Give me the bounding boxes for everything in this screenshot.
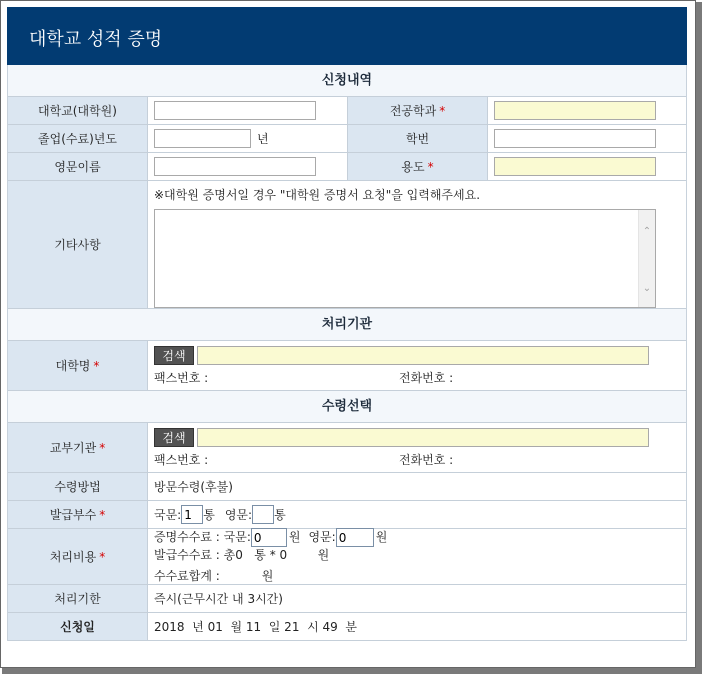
scroll-up-icon[interactable]: ⌃	[642, 226, 652, 237]
grad-year-unit: 년	[257, 132, 269, 146]
univ-phone-label: 전화번호 :	[399, 370, 454, 385]
grad-year-cell	[148, 125, 347, 152]
row-english-name	[8, 153, 686, 181]
section-receipt-header: 수령선택	[8, 391, 686, 423]
required-mark: *	[439, 103, 446, 118]
univ-search-button[interactable]: 검색	[154, 346, 194, 365]
row-copies	[8, 501, 686, 529]
copies-english-input[interactable]	[252, 505, 274, 524]
issuer-input[interactable]	[197, 428, 649, 447]
cost-cell	[148, 529, 686, 584]
univ-name-input[interactable]	[197, 346, 649, 365]
cost-label: 처리비용 *	[8, 529, 148, 584]
issuer-contact-line	[154, 451, 453, 468]
grad-year-label: 졸업(수료)년도	[8, 125, 148, 152]
univ-name-label: 대학명 *	[8, 341, 148, 390]
issue-fee-line: 발급수수료 : 총0 통 * 0 원	[154, 548, 330, 562]
method-value: 방문수령(후불)	[148, 473, 686, 500]
cert-fee-line	[154, 528, 387, 547]
cert-fee-english-unit: 원	[375, 530, 388, 544]
student-id-cell	[488, 125, 686, 152]
university-cell	[148, 97, 347, 124]
cert-fee-korean-input[interactable]	[251, 528, 287, 547]
copies-label: 발급부수 *	[8, 501, 148, 528]
copies-english-label: 영문:	[224, 508, 253, 522]
textarea-scrollbar[interactable]	[638, 210, 655, 307]
scroll-down-icon[interactable]: ⌄	[642, 283, 652, 294]
section-processing-header: 처리기관	[8, 309, 686, 341]
apply-date-value: 2018 년 01 월 11 일 21 시 49 분	[148, 613, 686, 640]
section-application-header: 신청내역	[8, 65, 686, 97]
cert-fee-label: 증명수수료 : 국문:	[154, 530, 251, 544]
issuer-label: 교부기관 *	[8, 423, 148, 472]
univ-name-cell	[148, 341, 686, 390]
required-mark: *	[99, 549, 106, 564]
copies-cell	[148, 501, 686, 528]
english-name-label: 영문이름	[8, 153, 148, 180]
issuer-cell	[148, 423, 686, 472]
copies-korean-unit: 통	[203, 508, 215, 522]
department-label: 전공학과 *	[347, 97, 488, 124]
row-apply-date	[8, 613, 686, 641]
english-name-cell	[148, 153, 347, 180]
university-label: 대학교(대학원)	[8, 97, 148, 124]
copies-korean-label: 국문:	[154, 508, 182, 522]
copies-korean-input[interactable]	[181, 505, 203, 524]
issuer-fax-label: 팩스번호 :	[154, 452, 209, 467]
required-mark: *	[93, 358, 100, 373]
required-mark: *	[427, 159, 434, 174]
page-title: 대학교 성적 증명	[7, 7, 687, 65]
row-remarks	[8, 181, 686, 309]
student-id-input[interactable]	[494, 129, 656, 148]
required-mark: *	[99, 507, 106, 522]
row-university	[8, 97, 686, 125]
purpose-input[interactable]	[494, 157, 656, 176]
row-deadline	[8, 585, 686, 613]
row-cost	[8, 529, 686, 585]
total-fee-line: 수수료합계 : 원	[154, 569, 274, 583]
student-id-label: 학번	[347, 125, 488, 152]
method-label: 수령방법	[8, 473, 148, 500]
univ-fax-label: 팩스번호 :	[154, 370, 209, 385]
required-mark: *	[99, 440, 106, 455]
row-method	[8, 473, 686, 501]
cert-fee-english-input[interactable]	[336, 528, 374, 547]
remarks-cell	[148, 181, 686, 308]
university-input[interactable]	[154, 101, 316, 120]
row-grad-year	[8, 125, 686, 153]
department-cell	[488, 97, 686, 124]
issuer-search-button[interactable]: 검색	[154, 428, 194, 447]
remarks-note: ※대학원 증명서일 경우 "대학원 증명서 요청"을 입력해주세요.	[154, 188, 481, 202]
copies-english-unit: 통	[274, 508, 286, 522]
cert-fee-english-label: 영문:	[308, 530, 336, 544]
row-univ-name	[8, 341, 686, 391]
row-issuer	[8, 423, 686, 473]
application-form	[7, 65, 687, 641]
univ-contact-line	[154, 369, 453, 386]
deadline-label: 처리기한	[8, 585, 148, 612]
remarks-label: 기타사항	[8, 181, 148, 308]
apply-date-label: 신청일	[8, 613, 148, 640]
remarks-textarea[interactable]	[154, 209, 656, 308]
deadline-value: 즉시(근무시간 내 3시간)	[148, 585, 686, 612]
purpose-label: 용도 *	[347, 153, 488, 180]
english-name-input[interactable]	[154, 157, 316, 176]
cert-fee-korean-unit: 원	[288, 530, 301, 544]
issuer-phone-label: 전화번호 :	[399, 452, 454, 467]
grad-year-input[interactable]	[154, 129, 251, 148]
purpose-cell	[488, 153, 686, 180]
department-input[interactable]	[494, 101, 656, 120]
